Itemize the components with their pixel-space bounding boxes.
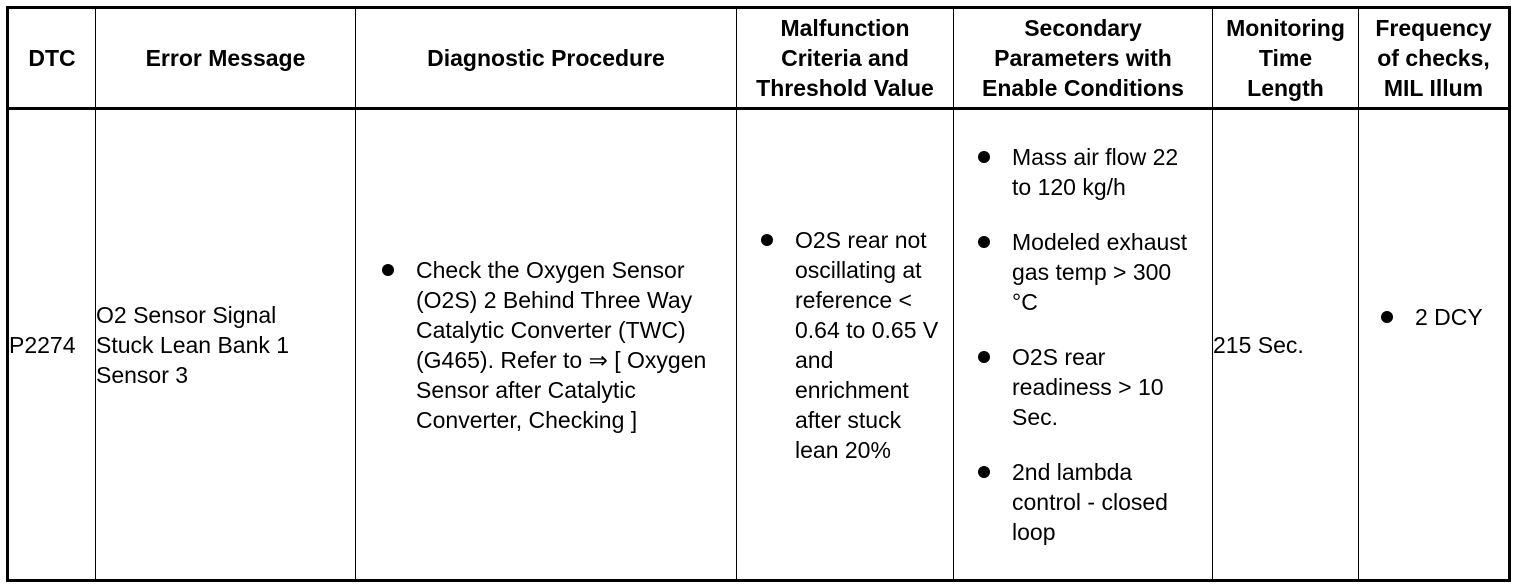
cell-malfunction-criteria	[737, 109, 954, 581]
bullet-icon	[761, 234, 773, 246]
dtc-table	[6, 6, 1511, 582]
header-row	[8, 8, 1510, 109]
list-item: O2S rear readiness > 10 Sec.	[978, 342, 1212, 432]
list-item: Mass air flow 22 to 120 kg/h	[978, 142, 1212, 202]
header-frequency: Frequency of checks, MIL Illum	[1359, 8, 1510, 109]
list-item: 2nd lambda control - closed loop	[978, 457, 1212, 547]
cell-frequency	[1359, 109, 1510, 581]
header-monitoring-time: Monitoring Time Length	[1213, 8, 1359, 109]
cell-dtc	[8, 109, 96, 581]
cell-secondary-parameters	[954, 109, 1213, 581]
bullet-icon	[978, 236, 990, 248]
header-secondary-parameters: Secondary Parameters with Enable Conditions	[954, 8, 1213, 109]
header-error-message: Error Message	[96, 8, 356, 109]
list-item: 2 DCY	[1381, 302, 1508, 332]
cell-error-message: O2 Sensor Signal Stuck Lean Bank 1 Sensor 3	[96, 109, 356, 581]
bullet-icon	[382, 264, 394, 276]
list-item: Modeled exhaust gas temp > 300 °C	[978, 227, 1212, 317]
bullet-icon	[978, 151, 990, 163]
list-item: Check the Oxygen Sensor (O2S) 2 Behind Three Way Catalytic Converter (TWC) (G465). Refer to ⇒ [ Oxygen Sensor after Catalytic Converter, Checking ]	[382, 255, 736, 435]
bullet-icon	[978, 466, 990, 478]
table-row	[8, 109, 1510, 581]
cell-monitoring-time: 215 Sec.	[1213, 109, 1359, 581]
list-item: O2S rear not oscillating at reference < 0.64 to 0.65 V and enrichment after stuck lean 20%	[761, 225, 953, 465]
header-diagnostic-procedure: Diagnostic Procedure	[356, 8, 737, 109]
header-dtc: DTC	[8, 8, 96, 109]
dtc-code: P2274	[9, 331, 76, 358]
cell-diagnostic-procedure	[356, 109, 737, 581]
bullet-icon	[1381, 311, 1393, 323]
bullet-icon	[978, 351, 990, 363]
header-malfunction-criteria: Malfunction Criteria and Threshold Value	[737, 8, 954, 109]
